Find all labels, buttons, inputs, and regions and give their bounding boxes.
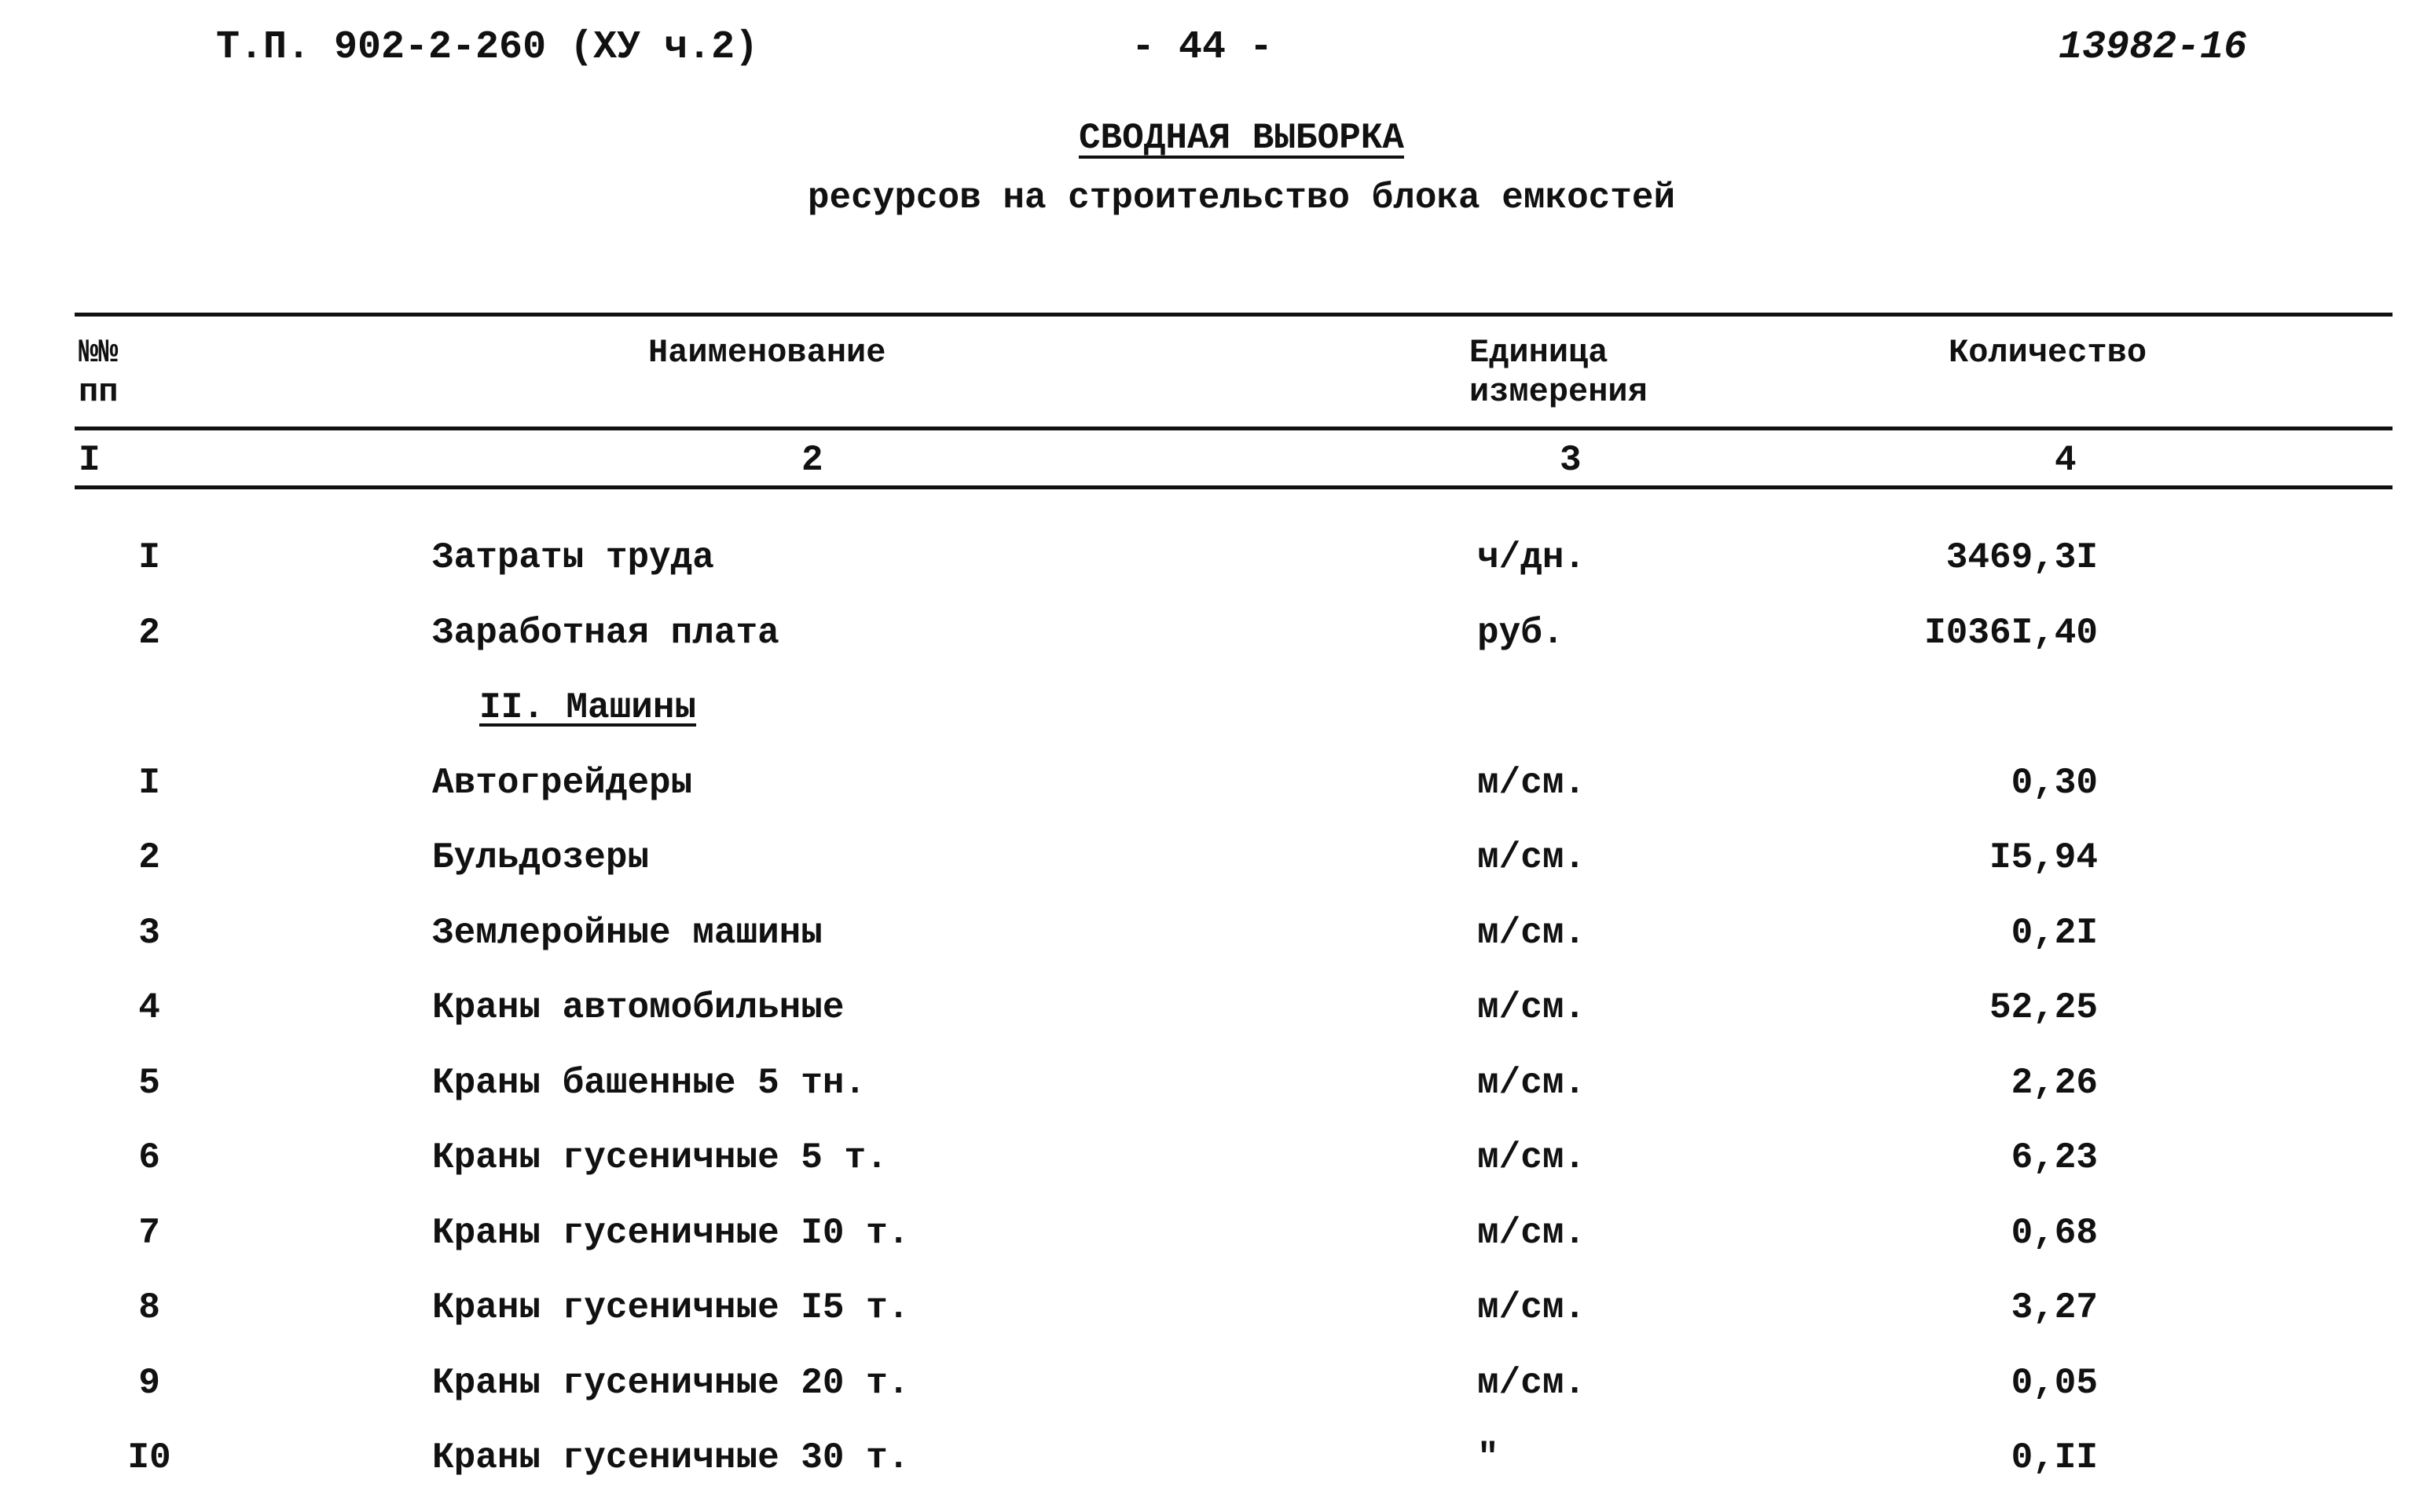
- row-number: 5: [138, 1062, 160, 1104]
- col-number-1: I: [79, 440, 101, 481]
- table-row: [0, 820, 2431, 895]
- table-row: [0, 1270, 2431, 1345]
- row-number: I: [138, 537, 160, 578]
- unit: м/см.: [1477, 837, 1586, 878]
- resource-name: Краны башенные 5 тн.: [432, 1062, 867, 1104]
- col-header-unit: Единица измерения: [1469, 334, 1648, 411]
- quantity: 0,2I: [2011, 912, 2098, 954]
- table-row: [0, 1420, 2431, 1496]
- resource-name: Затраты труда: [432, 537, 714, 578]
- quantity: 52,25: [1989, 987, 2098, 1028]
- row-number: 9: [138, 1362, 160, 1404]
- table-row: [0, 1045, 2431, 1121]
- quantity: 0,30: [2011, 762, 2098, 804]
- resource-name: Краны гусеничные I0 т.: [432, 1212, 910, 1254]
- document-code: Т.П. 902-2-260 (ХУ ч.2): [216, 25, 759, 70]
- unit: ч/дн.: [1477, 537, 1586, 578]
- row-number: 8: [138, 1287, 160, 1328]
- resource-name: Краны гусеничные 30 т.: [432, 1437, 910, 1478]
- col-number-3: 3: [1560, 440, 1582, 481]
- resource-name: Краны гусеничные I5 т.: [432, 1287, 910, 1328]
- col-header-number: №№ пп: [79, 334, 119, 411]
- quantity: I036I,40: [1924, 612, 2098, 653]
- resource-name: Заработная плата: [432, 612, 779, 653]
- quantity: 3,27: [2011, 1287, 2098, 1328]
- col-number-2: 2: [801, 440, 823, 481]
- resource-name: Краны гусеничные 20 т.: [432, 1362, 910, 1404]
- row-number: I0: [127, 1437, 171, 1478]
- row-number: 2: [138, 612, 160, 653]
- table-row: [0, 970, 2431, 1045]
- section-title: II. Машины: [479, 687, 697, 728]
- unit: м/см.: [1477, 1287, 1586, 1328]
- quantity: 3469,3I: [1945, 537, 2098, 578]
- quantity: 0,II: [2011, 1437, 2098, 1478]
- col-header-quantity: Количество: [1949, 334, 2147, 372]
- row-number: 3: [138, 912, 160, 954]
- quantity: 0,68: [2011, 1212, 2098, 1254]
- quantity: 0,05: [2011, 1362, 2098, 1404]
- col-number-4: 4: [2055, 440, 2077, 481]
- table-row: [0, 1345, 2431, 1421]
- resource-name: Краны автомобильные: [432, 987, 845, 1028]
- col-header-name: Наименование: [648, 334, 886, 372]
- row-number: I: [138, 762, 160, 804]
- unit: м/см.: [1477, 1137, 1586, 1178]
- unit: м/см.: [1477, 912, 1586, 954]
- unit: м/см.: [1477, 1212, 1586, 1254]
- quantity: 2,26: [2011, 1062, 2098, 1104]
- table-row: [0, 895, 2431, 971]
- table-row: [0, 1195, 2431, 1271]
- resource-name: Землеройные машины: [432, 912, 823, 954]
- row-number: 4: [138, 987, 160, 1028]
- document-subtitle: ресурсов на строительство блока емкостей: [807, 178, 1676, 218]
- unit: м/см.: [1477, 1362, 1586, 1404]
- table-row: [0, 745, 2431, 821]
- section-heading-row: [0, 670, 2431, 745]
- archive-number: 13982-16: [2059, 25, 2248, 70]
- row-number: 6: [138, 1137, 160, 1178]
- unit: м/см.: [1477, 762, 1586, 804]
- unit: м/см.: [1477, 987, 1586, 1028]
- page-number: - 44 -: [1131, 25, 1274, 70]
- unit: руб.: [1477, 612, 1564, 653]
- column-numbers-rule: [75, 485, 2392, 489]
- table-row: [0, 595, 2431, 671]
- table-body: [0, 520, 2431, 1496]
- row-number: 2: [138, 837, 160, 878]
- document-title: СВОДНАЯ ВЫБОРКА: [1078, 118, 1405, 159]
- unit: м/см.: [1477, 1062, 1586, 1104]
- table-top-rule: [75, 313, 2392, 317]
- table-row: [0, 520, 2431, 595]
- resource-name: Краны гусеничные 5 т.: [432, 1137, 888, 1178]
- table-row: [0, 1120, 2431, 1195]
- unit: ": [1477, 1437, 1499, 1478]
- quantity: I5,94: [1989, 837, 2098, 878]
- resource-name: Бульдозеры: [432, 837, 650, 878]
- header-rule: [75, 427, 2392, 430]
- resource-name: Автогрейдеры: [432, 762, 693, 804]
- row-number: 7: [138, 1212, 160, 1254]
- quantity: 6,23: [2011, 1137, 2098, 1178]
